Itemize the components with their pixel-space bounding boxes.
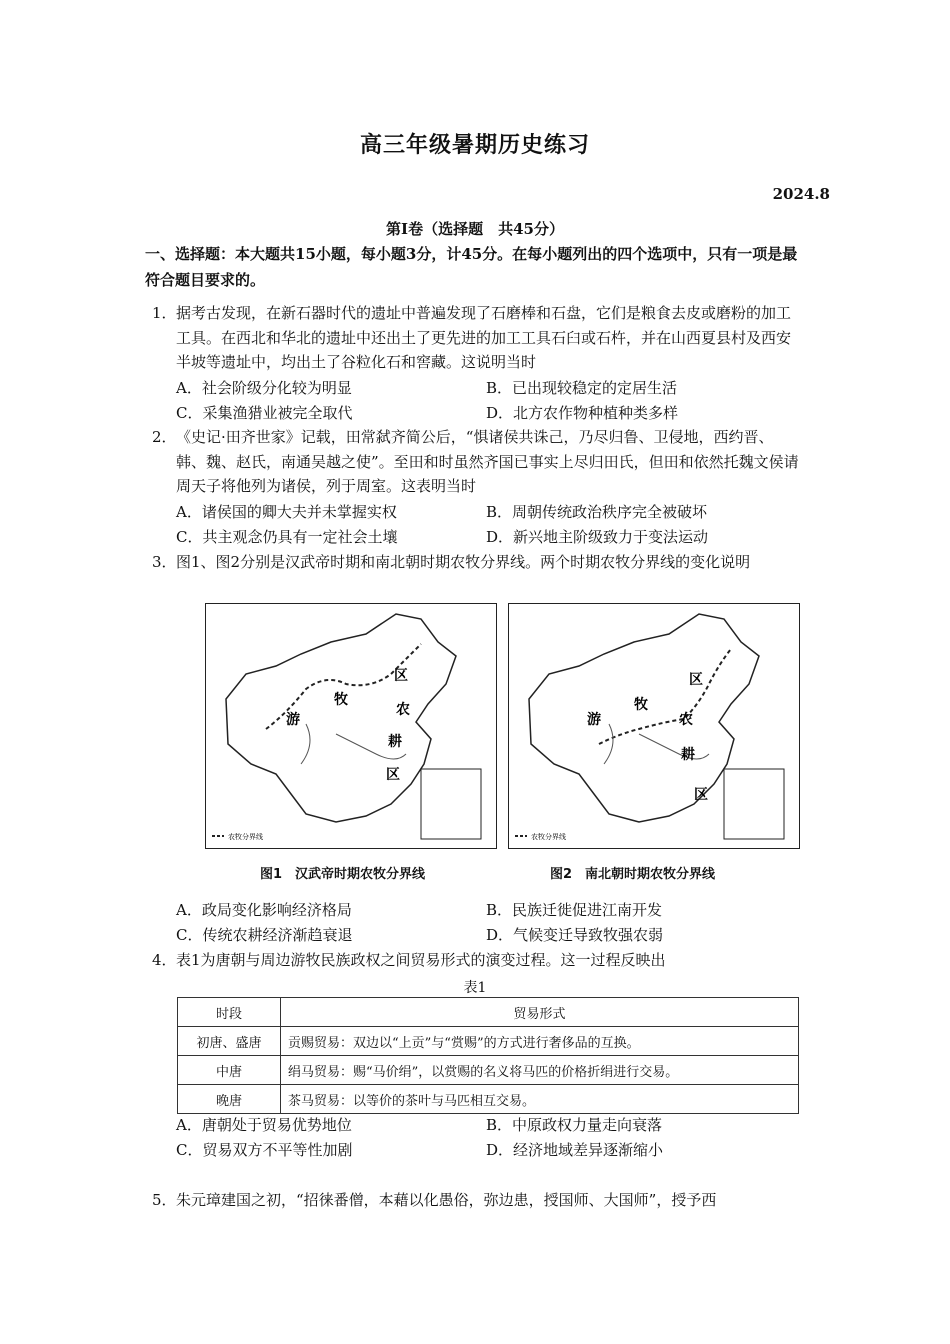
question-number: 2． xyxy=(152,428,177,446)
question-stem: 朱元璋建国之初，“招徕番僧，本藉以化愚俗，弥边患，授国师、大国师”，授予西 xyxy=(176,1191,717,1209)
china-map-1 xyxy=(206,604,496,848)
table-header: 贸易形式 xyxy=(281,998,799,1027)
map-label-geng: 耕 xyxy=(388,734,402,750)
map-northern-southern xyxy=(508,603,800,849)
trade-table xyxy=(177,997,799,1114)
table-row xyxy=(178,1056,799,1085)
question-number: 3． xyxy=(152,553,177,571)
question-stem: 表1为唐朝与周边游牧民族政权之间贸易形式的演变过程。这一过程反映出 xyxy=(176,951,666,969)
exam-date: 2024.8 xyxy=(772,185,830,203)
option-a: A．诸侯国的卿大夫并未掌握实权 xyxy=(176,503,397,521)
table-header: 时段 xyxy=(178,998,281,1027)
table-cell: 绢马贸易：赐“马价绢”，以赏赐的名义将马匹的价格折绢进行交易。 xyxy=(281,1056,799,1085)
option-c: C．传统农耕经济渐趋衰退 xyxy=(176,925,353,944)
question-stem: 据考古发现，在新石器时代的遗址中普遍发现了石磨棒和石盘，它们是粮食去皮或磨粉的加工工具。在西北和华北的遗址中还出土了更先进的加工工具石臼或石杵，并在山西夏县村及西安半坡等遗址中，均出土了谷粒化石和窖藏。这说明当时 xyxy=(176,304,792,371)
option-d: D．经济地域差异逐渐缩小 xyxy=(486,1140,664,1159)
china-map-2 xyxy=(509,604,799,848)
question-number: 1． xyxy=(152,304,177,322)
question-5 xyxy=(152,1188,802,1213)
map-1-caption: 图1 汉武帝时期农牧分界线 xyxy=(260,867,426,882)
table-cell: 贡赐贸易：双边以“上贡”与“赏赐”的方式进行奢侈品的互换。 xyxy=(281,1027,799,1056)
map-legend: 农牧分界线 xyxy=(228,833,263,841)
map-label-mu: 牧 xyxy=(634,697,648,713)
question-number: 4． xyxy=(152,951,177,969)
question-1 xyxy=(152,301,802,375)
map-label-nong: 农 xyxy=(396,702,410,718)
page-title: 高三年级暑期历史练习 xyxy=(359,133,590,158)
option-a: A．社会阶级分化较为明显 xyxy=(176,379,352,397)
option-b: B．中原政权力量走向衰落 xyxy=(486,1116,663,1134)
map-label-qu: 区 xyxy=(689,672,703,688)
question-4 xyxy=(152,948,802,973)
map-label-qu: 区 xyxy=(386,767,400,783)
option-d: D．气候变迁导致牧强农弱 xyxy=(486,925,664,944)
map-label-qu: 区 xyxy=(694,787,708,803)
map-label-qu: 区 xyxy=(394,668,408,684)
map-label-geng: 耕 xyxy=(681,747,695,763)
question-stem: 《史记·田齐世家》记载，田常弑齐简公后，“惧诸侯共诛己，乃尽归鲁、卫侵地，西约晋、韩、魏、赵氏，南通吴越之使”。至田和时虽然齐国已事实上尽归田氏，但田和依然托魏文侯请周天子将他列为诸侯，列于周室。这表明当时 xyxy=(176,428,799,495)
question-3 xyxy=(152,550,802,575)
table-row xyxy=(178,1027,799,1056)
option-a: A．唐朝处于贸易优势地位 xyxy=(176,1116,352,1134)
option-c: C．共主观念仍具有一定社会土壤 xyxy=(176,527,398,546)
option-d: D．新兴地主阶级致力于变法运动 xyxy=(486,527,709,546)
option-b: B．已出现较稳定的定居生活 xyxy=(486,379,678,397)
table-cell: 晚唐 xyxy=(178,1085,281,1114)
question-number: 5． xyxy=(152,1191,177,1209)
section-instructions: 一、选择题：本大题共15小题，每小题3分，计45分。在每小题列出的四个选项中，只有一项是最符合题目要求的。 xyxy=(145,245,798,289)
map-legend: 农牧分界线 xyxy=(531,833,566,841)
table-cell: 茶马贸易：以等价的茶叶与马匹相互交易。 xyxy=(281,1085,799,1114)
map-han-wudi xyxy=(205,603,497,849)
table-cell: 中唐 xyxy=(178,1056,281,1085)
option-c: C．采集渔猎业被完全取代 xyxy=(176,403,353,422)
map-2-caption: 图2 南北朝时期农牧分界线 xyxy=(550,867,716,882)
map-label-nong: 农 xyxy=(679,712,693,728)
table-cell: 初唐、盛唐 xyxy=(178,1027,281,1056)
part-heading: 第Ⅰ卷（选择题 共45分） xyxy=(386,220,564,238)
table-row xyxy=(178,1085,799,1114)
option-d: D．北方农作物种植种类多样 xyxy=(486,403,679,422)
question-2 xyxy=(152,425,802,499)
map-figures xyxy=(205,603,795,883)
option-b: B．周朝传统政治秩序完全被破坏 xyxy=(486,503,708,521)
map-label-mu: 牧 xyxy=(334,692,348,708)
option-c: C．贸易双方不平等性加剧 xyxy=(176,1140,353,1159)
table-caption: 表1 xyxy=(463,980,487,996)
map-label-you: 游 xyxy=(587,712,601,728)
option-a: A．政局变化影响经济格局 xyxy=(176,901,352,919)
table-header-row xyxy=(178,998,799,1027)
question-stem: 图1、图2分别是汉武帝时期和南北朝时期农牧分界线。两个时期农牧分界线的变化说明 xyxy=(176,553,751,571)
map-label-you: 游 xyxy=(286,712,300,728)
option-b: B．民族迁徙促进江南开发 xyxy=(486,901,663,919)
